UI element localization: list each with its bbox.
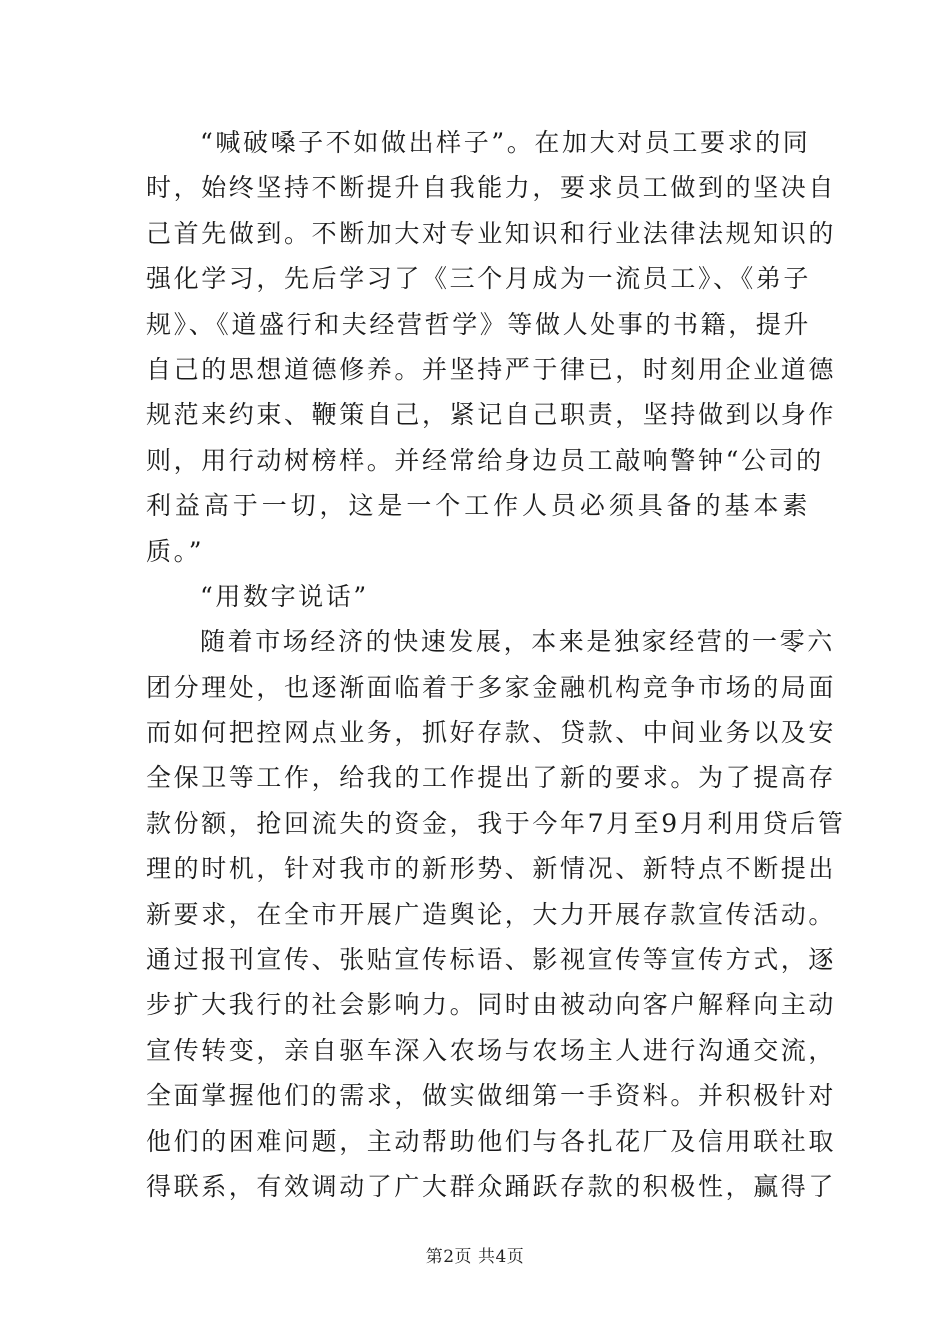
text-line: 全面掌握他们的需求，做实做细第一手资料。并积极针对 bbox=[146, 1081, 837, 1111]
text-line: 则，用行动树榜样。并经常给身边员工敲响警钟“公司的 bbox=[146, 445, 824, 475]
text-line: 质。” bbox=[146, 536, 205, 566]
text-line: 时，始终坚持不断提升自我能力，要求员工做到的坚决自 bbox=[146, 173, 837, 203]
text-line: 利益高于一切，这是一个工作人员必须具备的基本素 bbox=[146, 491, 810, 521]
text-line: 团分理处，也逐渐面临着于多家金融机构竞争市场的局面 bbox=[146, 672, 837, 702]
text-line: 强化学习，先后学习了《三个月成为一流员工》、《弟子 bbox=[146, 264, 812, 294]
text-line: “喊破嗓子不如做出样子”。在加大对员工要求的同 bbox=[200, 128, 811, 157]
text-line: 随着市场经济的快速发展，本来是独家经营的一零六 bbox=[200, 627, 835, 657]
text-line: 新要求，在全市开展广造舆论，大力开展存款宣传活动。 bbox=[146, 899, 837, 929]
text-line: 自己的思想道德修养。并坚持严于律已，时刻用企业道德 bbox=[146, 354, 837, 384]
text-line: 通过报刊宣传、张贴宣传标语、影视宣传等宣传方式，逐 bbox=[146, 945, 837, 975]
text-line: 己首先做到。不断加大对专业知识和行业法律法规知识的 bbox=[146, 218, 837, 248]
section-heading: “用数字说话” bbox=[200, 581, 369, 611]
page-footer: 第2页 共4页 bbox=[425, 1247, 525, 1267]
text-line: 步扩大我行的社会影响力。同时由被动向客户解释向主动 bbox=[146, 990, 837, 1020]
text-line: 全保卫等工作，给我的工作提出了新的要求。为了提高存 bbox=[146, 763, 837, 793]
body-text bbox=[146, 120, 846, 1209]
text-line: 规》、《道盛行和夫经营哲学》等做人处事的书籍，提升 bbox=[146, 309, 812, 339]
text-line: 款份额，抢回流失的资金，我于今年7月至9月利用贷后管 bbox=[146, 808, 846, 838]
text-line: 规范来约束、鞭策自己，紧记自己职责，坚持做到以身作 bbox=[146, 400, 837, 430]
text-line: 宣传转变，亲自驱车深入农场与农场主人进行沟通交流， bbox=[146, 1035, 837, 1065]
text-line: 而如何把控网点业务，抓好存款、贷款、中间业务以及安 bbox=[146, 718, 837, 748]
text-line: 他们的困难问题，主动帮助他们与各扎花厂及信用联社取 bbox=[146, 1126, 837, 1156]
text-line: 得联系，有效调动了广大群众踊跃存款的积极性，赢得了 bbox=[146, 1171, 837, 1201]
text-line: 理的时机，针对我市的新形势、新情况、新特点不断提出 bbox=[146, 854, 837, 884]
